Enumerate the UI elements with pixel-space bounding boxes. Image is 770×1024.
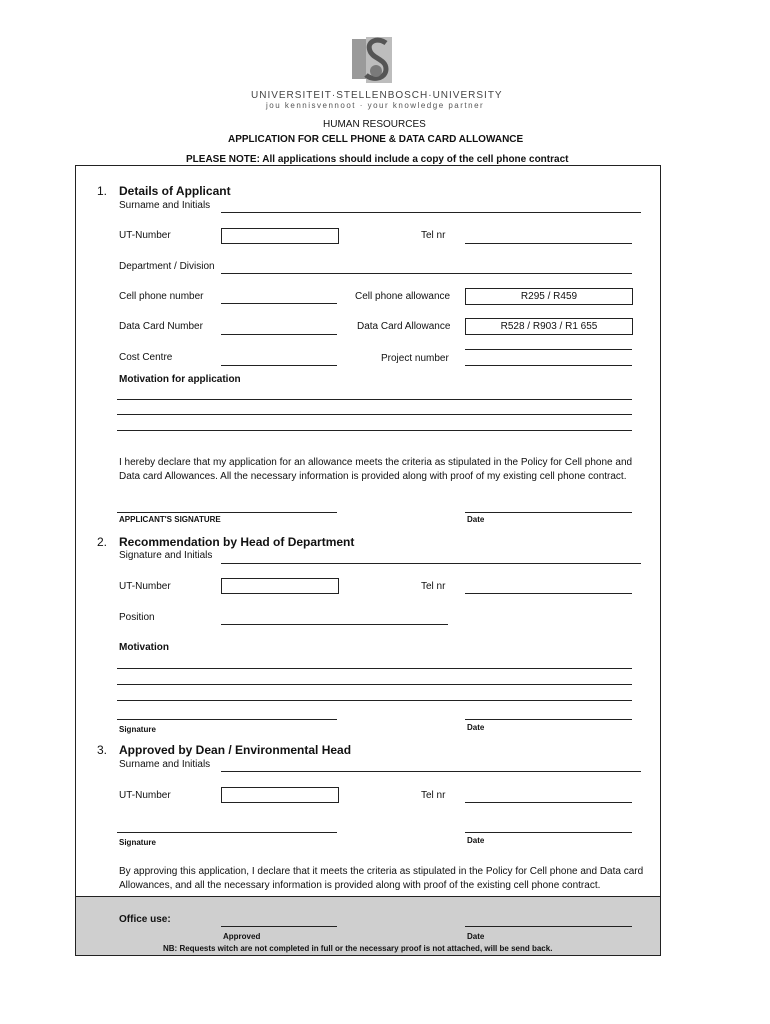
- applicant-signature-label: APPLICANT'S SIGNATURE: [119, 515, 221, 524]
- dean-signature-label: Signature: [119, 838, 156, 847]
- cell-number-field[interactable]: [221, 303, 337, 304]
- surname-field[interactable]: [221, 212, 641, 213]
- dean-ut-number-field[interactable]: [221, 787, 339, 803]
- hod-date-label: Date: [467, 723, 485, 732]
- section3-title: Approved by Dean / Environmental Head: [119, 743, 352, 757]
- motivation-line-3[interactable]: [117, 430, 632, 431]
- project-number-label: Project number: [381, 353, 449, 364]
- tel-label: Tel nr: [421, 230, 446, 241]
- dean-signature-field[interactable]: [117, 832, 337, 833]
- data-allowance-label: Data Card Allowance: [357, 321, 451, 332]
- ut-number-field[interactable]: [221, 228, 339, 244]
- data-allowance-options[interactable]: R528 / R903 / R1 655: [465, 318, 633, 335]
- university-name: UNIVERSITEIT·STELLENBOSCH·UNIVERSITY: [251, 90, 503, 101]
- hod-motivation-line-2[interactable]: [117, 684, 632, 685]
- hod-motivation-line-1[interactable]: [117, 668, 632, 669]
- department-label: Department / Division: [119, 261, 215, 272]
- project-number-field[interactable]: [465, 365, 632, 366]
- motivation-line-1[interactable]: [117, 399, 632, 400]
- hod-motivation-label: Motivation: [119, 642, 169, 653]
- dean-surname-label: Surname and Initials: [119, 759, 211, 770]
- dean-date-field[interactable]: [465, 832, 632, 833]
- office-approved-label: Approved: [223, 932, 261, 941]
- hod-signature-label: Signature: [119, 725, 156, 734]
- section2-number: 2.: [97, 535, 108, 549]
- approval-line-2: Allowances, and all the necessary information is provided along with proof of the existing cell phone contract.: [119, 880, 601, 891]
- hod-motivation-line-3[interactable]: [117, 700, 632, 701]
- dean-date-label: Date: [467, 836, 485, 845]
- cell-allowance-label: Cell phone allowance: [355, 291, 451, 302]
- hod-signature-field[interactable]: [117, 719, 337, 720]
- cell-allowance-options[interactable]: R295 / R459: [465, 288, 633, 305]
- ut-number-label: UT-Number: [119, 230, 171, 241]
- department-heading: HUMAN RESOURCES: [323, 119, 426, 130]
- hod-signature-initials-field[interactable]: [221, 563, 641, 564]
- cost-centre-field[interactable]: [221, 365, 337, 366]
- hod-ut-number-label: UT-Number: [119, 581, 171, 592]
- office-use-label: Office use:: [119, 914, 171, 925]
- hod-date-field[interactable]: [465, 719, 632, 720]
- university-logo: [352, 37, 392, 83]
- dean-tel-label: Tel nr: [421, 790, 446, 801]
- hod-tel-label: Tel nr: [421, 581, 446, 592]
- applicant-date-field[interactable]: [465, 512, 632, 513]
- position-field[interactable]: [221, 624, 448, 625]
- data-card-number-label: Data Card Number: [119, 321, 203, 332]
- dean-surname-field[interactable]: [221, 771, 641, 772]
- dean-tel-field[interactable]: [465, 802, 632, 803]
- applicant-date-label: Date: [467, 515, 485, 524]
- position-label: Position: [119, 612, 155, 623]
- section2-title: Recommendation by Head of Department: [119, 535, 355, 549]
- cost-centre-label: Cost Centre: [119, 352, 173, 363]
- applicant-signature-field[interactable]: [117, 512, 337, 513]
- nb-note: NB: Requests witch are not completed in full or the necessary proof is not attached, will be send back.: [163, 944, 553, 953]
- hod-ut-number-field[interactable]: [221, 578, 339, 594]
- tel-field[interactable]: [465, 243, 632, 244]
- hod-signature-initials-label: Signature and Initials: [119, 550, 213, 561]
- surname-label: Surname and Initials: [119, 200, 211, 211]
- section1-number: 1.: [97, 184, 108, 198]
- declaration-line-2: Data card Allowances. All the necessary information is provided along with proof of my existing cell phone contract.: [119, 471, 627, 482]
- university-tagline: jou kennisvennoot · your knowledge partner: [266, 101, 485, 110]
- section3-number: 3.: [97, 743, 108, 757]
- dean-ut-number-label: UT-Number: [119, 790, 171, 801]
- office-date-field[interactable]: [465, 926, 632, 927]
- section1-title: Details of Applicant: [119, 184, 231, 198]
- declaration-line-1: I hereby declare that my application for an allowance meets the criteria as stipulated in the Policy for Cell phone and: [119, 457, 633, 468]
- office-approved-field[interactable]: [221, 926, 337, 927]
- hod-tel-field[interactable]: [465, 593, 632, 594]
- cell-number-label: Cell phone number: [119, 291, 204, 302]
- approval-line-1: By approving this application, I declare that it meets the criteria as stipulated in the Policy for Cell phone and Data card: [119, 866, 644, 877]
- motivation-line-2[interactable]: [117, 414, 632, 415]
- data-card-number-field[interactable]: [221, 334, 337, 335]
- office-date-label: Date: [467, 932, 485, 941]
- project-number-top-line: [465, 349, 632, 350]
- motivation-label: Motivation for application: [119, 374, 241, 385]
- department-field[interactable]: [221, 273, 632, 274]
- form-title: APPLICATION FOR CELL PHONE & DATA CARD ALLOWANCE: [228, 134, 524, 145]
- contract-note: PLEASE NOTE: All applications should include a copy of the cell phone contract: [186, 154, 569, 165]
